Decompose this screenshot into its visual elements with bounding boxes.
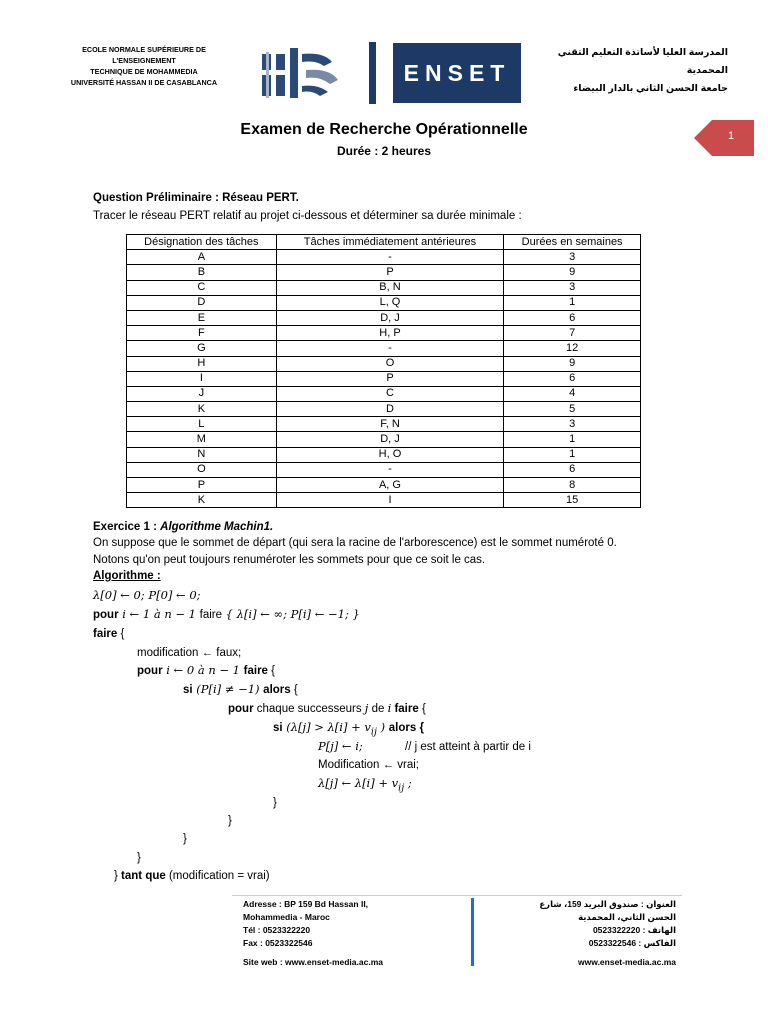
task-cell: I [127, 371, 277, 386]
table-row [127, 493, 641, 508]
footer-line: الفاكس : 0523322546 [588, 938, 676, 948]
duration-cell: 1 [504, 432, 641, 447]
algo-line-init [93, 588, 201, 602]
task-cell: O [127, 462, 277, 477]
predecessors-cell: C [276, 386, 504, 401]
algo-line-modification-true [318, 757, 419, 771]
question-title: Question Préliminaire : Réseau PERT. [93, 192, 299, 204]
footer-address-arabic [496, 898, 676, 969]
exercise-line-2: Notons qu'on peut toujours renuméroter les sommets pour que ce soit le cas. [93, 554, 486, 566]
duration-cell: 15 [504, 493, 641, 508]
algo-keyword: tant que [121, 870, 166, 882]
task-cell: G [127, 341, 277, 356]
algo-text: { [267, 665, 275, 677]
predecessors-cell: H, P [276, 326, 504, 341]
duration-cell: 3 [504, 250, 641, 265]
task-cell: B [127, 265, 277, 280]
predecessors-cell: D, J [276, 310, 504, 325]
header-predecessors: Tâches immédiatement antérieures [276, 235, 504, 250]
algo-text: (P[i] ≠ −1) [192, 682, 264, 696]
table-row [127, 417, 641, 432]
algo-text: j [364, 701, 369, 715]
footer-line: الهاتف : 0523322220 [592, 925, 676, 935]
algo-keyword: pour [137, 665, 163, 677]
duration-cell: 3 [504, 280, 641, 295]
algo-text: modification ← faux; [137, 647, 242, 659]
exercise-title-name: Algorithme Machin1. [160, 521, 274, 533]
logo-divider [369, 42, 376, 104]
table-row [127, 402, 641, 417]
duration-cell: 1 [504, 447, 641, 462]
footer-website[interactable]: Site web : www.enset-media.ac.ma [243, 957, 383, 967]
task-cell: D [127, 295, 277, 310]
enset-logo: ENSET [393, 43, 521, 103]
algo-text: { [418, 703, 426, 715]
table-row [127, 432, 641, 447]
task-cell: K [127, 402, 277, 417]
algo-text: ) [376, 720, 389, 734]
predecessors-cell: - [276, 341, 504, 356]
task-cell: N [127, 447, 277, 462]
algo-keyword: alors { [388, 722, 424, 734]
algo-text: Modification ← vrai; [318, 759, 419, 771]
footer-rule [232, 895, 682, 896]
algo-line-for-init [93, 607, 360, 621]
predecessors-cell: D, J [276, 432, 504, 447]
footer-website[interactable]: www.enset-media.ac.ma [578, 957, 676, 967]
duration-cell: 6 [504, 462, 641, 477]
algo-line-while [114, 868, 270, 882]
table-row [127, 356, 641, 371]
table-row [127, 462, 641, 477]
predecessors-cell: P [276, 265, 504, 280]
header-task: Désignation des tâches [127, 235, 277, 250]
exercise-title [93, 521, 273, 533]
algo-close-brace [273, 795, 277, 809]
algo-text: faire [199, 609, 223, 621]
school-name-line: ECOLE NORMALE SUPÉRIEURE DE [82, 45, 206, 54]
algo-text: (modification = vrai) [165, 870, 270, 882]
table-row [127, 386, 641, 401]
table-row [127, 326, 641, 341]
algo-text: { λ[i] ← ∞; P[i] ← −1; } [222, 607, 360, 621]
table-row [127, 280, 641, 295]
algo-keyword: alors [263, 684, 291, 696]
duration-cell: 5 [504, 402, 641, 417]
duration-cell: 9 [504, 356, 641, 371]
algo-line-comment [405, 739, 531, 753]
algo-text: { [117, 628, 125, 640]
algo-keyword: faire [93, 628, 118, 640]
predecessors-cell: H, O [276, 447, 504, 462]
exam-duration: Durée : 2 heures [336, 144, 432, 158]
predecessors-cell: - [276, 462, 504, 477]
footer-line: الحسن الثاني، المحمدية [578, 912, 676, 922]
algo-keyword: faire [391, 703, 419, 715]
algo-text: de [368, 703, 388, 715]
algo-close-brace [137, 850, 141, 864]
algo-text: } [228, 815, 232, 827]
algo-text: ; [404, 776, 412, 790]
task-cell: P [127, 478, 277, 493]
duration-cell: 6 [504, 310, 641, 325]
table-row [127, 295, 641, 310]
task-cell: K [127, 493, 277, 508]
predecessors-cell: O [276, 356, 504, 371]
university-logo-icon [258, 44, 346, 100]
table-row [127, 265, 641, 280]
algo-close-brace [228, 813, 232, 827]
algo-text: λ[0] ← 0; P[0] ← 0; [93, 588, 201, 602]
duration-cell: 3 [504, 417, 641, 432]
algo-line-if-visited [183, 682, 298, 696]
school-name-arabic [548, 44, 728, 98]
exercise-title-prefix: Exercice 1 : [93, 521, 161, 533]
exam-title: Examen de Recherche Opérationnelle [240, 121, 528, 138]
school-name-line: UNIVERSITÉ HASSAN II DE CASABLANCA [70, 78, 218, 87]
algo-keyword: pour [228, 703, 254, 715]
duration-cell: 1 [504, 295, 641, 310]
task-cell: F [127, 326, 277, 341]
school-name-arabic-line: جامعة الحسن الثاني بالدار البيضاء [573, 83, 728, 94]
predecessors-cell: F, N [276, 417, 504, 432]
algo-keyword: si [273, 722, 283, 734]
exercise-line-1: On suppose que le sommet de départ (qui sera la racine de l'arborescence) est le sommet numéroté 0. [93, 537, 617, 549]
algo-text: ij [398, 782, 405, 794]
school-name-line: L'ENSEIGNEMENT [112, 56, 176, 65]
school-name-arabic-line: المحمدية [686, 65, 728, 76]
footer-line: Fax : 0523322546 [243, 938, 313, 948]
page-number: 1 [727, 130, 735, 142]
duration-cell: 9 [504, 265, 641, 280]
task-cell: J [127, 386, 277, 401]
duration-cell: 8 [504, 478, 641, 493]
duration-cell: 12 [504, 341, 641, 356]
footer-line: العنوان : صندوق البريد 159، شارع [539, 899, 676, 909]
table-header-row [127, 235, 641, 250]
task-cell: M [127, 432, 277, 447]
predecessors-cell: D [276, 402, 504, 417]
header-duration: Durées en semaines [504, 235, 641, 250]
table-row [127, 478, 641, 493]
predecessors-cell: I [276, 493, 504, 508]
duration-cell: 4 [504, 386, 641, 401]
school-name-line: TECHNIQUE DE MOHAMMEDIA [90, 67, 198, 76]
algo-line-set-parent [318, 739, 363, 753]
task-cell: C [127, 280, 277, 295]
footer-line: Tél : 0523322220 [243, 925, 311, 935]
task-cell: H [127, 356, 277, 371]
algo-text: P[j] ← i; [318, 739, 363, 753]
duration-cell: 6 [504, 371, 641, 386]
pert-table [126, 234, 641, 508]
predecessors-cell: P [276, 371, 504, 386]
algo-text: i ← 0 à n − 1 [162, 663, 244, 677]
algo-text: // j est atteint à partir de i [405, 741, 531, 753]
task-cell: L [127, 417, 277, 432]
algo-text: (λ[j] > λ[i] + v [282, 720, 371, 734]
algo-text: i [387, 701, 392, 715]
algo-text: chaque successeurs [253, 703, 365, 715]
question-text: Tracer le réseau PERT relatif au projet ci-dessous et déterminer sa durée minimale : [93, 210, 522, 222]
footer-address-french [243, 898, 383, 969]
table-row [127, 341, 641, 356]
duration-cell: 7 [504, 326, 641, 341]
algo-line-for-loop [137, 663, 275, 677]
algo-text: λ[j] ← λ[i] + v [318, 776, 399, 790]
table-row [127, 447, 641, 462]
predecessors-cell: - [276, 250, 504, 265]
algo-text: { [290, 684, 298, 696]
footer-line: Adresse : BP 159 Bd Hassan II, [243, 899, 369, 909]
footer-divider [471, 898, 474, 966]
algo-line-update-label [318, 776, 412, 793]
algorithm-label: Algorithme : [93, 570, 161, 582]
algo-text: } [137, 852, 141, 864]
algo-keyword: si [183, 684, 193, 696]
predecessors-cell: A, G [276, 478, 504, 493]
table-row [127, 250, 641, 265]
algo-line-if-relax [273, 720, 424, 737]
algo-keyword: faire [243, 665, 268, 677]
footer-line: Mohammedia - Maroc [243, 912, 330, 922]
algo-close-brace [183, 831, 187, 845]
algo-line-do [93, 626, 124, 640]
predecessors-cell: L, Q [276, 295, 504, 310]
table-row [127, 310, 641, 325]
task-cell: A [127, 250, 277, 265]
school-name-french [60, 44, 228, 88]
algo-text: ij [370, 726, 377, 738]
algo-text: } [114, 870, 122, 882]
algo-line-for-successors [228, 701, 426, 715]
predecessors-cell: B, N [276, 280, 504, 295]
algo-line-modification-false [137, 645, 241, 659]
algo-keyword: pour [93, 609, 119, 621]
school-name-arabic-line: المدرسة العليا لأساتذة التعليم التقني [557, 47, 728, 58]
table-row [127, 371, 641, 386]
algo-text: } [183, 833, 187, 845]
task-cell: E [127, 310, 277, 325]
algo-text: } [273, 797, 277, 809]
algo-text: i ← 1 à n − 1 [118, 607, 200, 621]
table-body [127, 250, 641, 508]
